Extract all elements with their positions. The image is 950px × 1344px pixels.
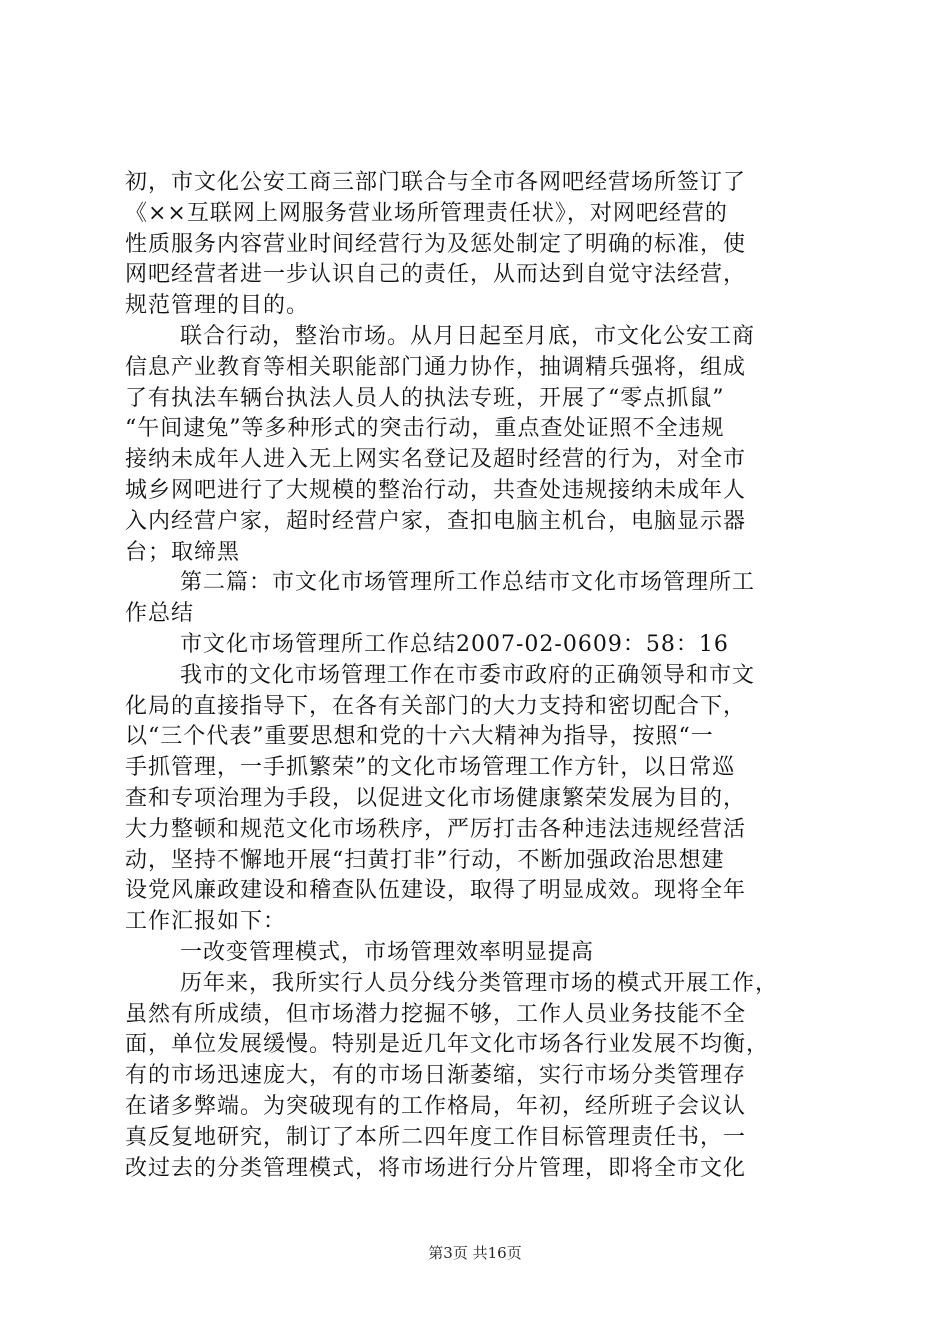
- text-line: 动，坚持不懈地开展“扫黄打非”行动，不断加强政治思想建: [125, 847, 725, 873]
- text-line: 查和专项治理为手段，以促进文化市场健康繁荣发展为目的，: [125, 785, 747, 811]
- text-line: 在诸多弊端。为突破现有的工作格局，年初，经所班子会议认: [125, 1093, 747, 1119]
- text-line: 规范管理的目的。: [125, 293, 310, 319]
- article-title-line: 市文化市场管理所工作总结2007-02-0609：58：16: [180, 631, 729, 657]
- text-line: 我市的文化市场管理工作在市委市政府的正确领导和市文: [180, 662, 756, 688]
- text-line: 有的市场迅速庞大，有的市场日渐萎缩，实行市场分类管理存: [125, 1063, 747, 1089]
- text-line: 《××互联网上网服务营业场所管理责任状》，对网吧经营的: [125, 200, 728, 226]
- subsection-heading: 一改变管理模式，市场管理效率明显提高: [180, 939, 595, 965]
- text-line: 面，单位发展缓慢。特别是近几年文化市场各行业发展不均衡，: [125, 1032, 770, 1058]
- text-line: 初，市文化公安工商三部门联合与全市各网吧经营场所签订了: [125, 170, 747, 195]
- text-line: 台；取缔黑: [125, 539, 241, 565]
- text-line: 信息产业教育等相关职能部门通力协作，抽调精兵强将，组成: [125, 354, 747, 380]
- text-line: 化局的直接指导下，在各有关部门的大力支持和密切配合下，: [125, 693, 747, 719]
- text-line: 接纳未成年人进入无上网实名登记及超时经营的行为，对全市: [125, 447, 747, 473]
- text-line: 设党风廉政建设和稽查队伍建设，取得了明显成效。现将全年: [125, 878, 747, 904]
- text-line: 手抓管理，一手抓繁荣”的文化市场管理工作方针，以日常巡: [125, 755, 736, 781]
- text-line: 城乡网吧进行了大规模的整治行动，共查处违规接纳未成年人: [125, 477, 747, 503]
- text-line: 改过去的分类管理模式，将市场进行分片管理，即将全市文化: [125, 1155, 747, 1181]
- section-heading: 第二篇：市文化市场管理所工作总结市文化市场管理所工: [180, 570, 756, 596]
- page-number-footer: 第3页 共16页: [428, 1244, 522, 1262]
- text-line: 作总结: [125, 601, 195, 627]
- text-line: 虽然有所成绩，但市场潜力挖掘不够，工作人员业务技能不全: [125, 1001, 747, 1027]
- text-line: 网吧经营者进一步认识自己的责任，从而达到自觉守法经营，: [125, 262, 747, 288]
- text-line: 大力整顿和规范文化市场秩序，严厉打击各种违法违规经营活: [125, 816, 747, 842]
- text-line: 入内经营户家，超时经营户家，查扣电脑主机台，电脑显示器: [125, 508, 747, 534]
- body-text: [125, 168, 835, 1184]
- text-line: 了有执法车辆台执法人员人的执法专班，开展了“零点抓鼠”: [125, 385, 725, 411]
- text-line: 性质服务内容营业时间经营行为及惩处制定了明确的标准，使: [125, 231, 747, 257]
- text-line: 以“三个代表”重要思想和党的十六大精神为指导，按照“一: [125, 724, 714, 750]
- text-line: “午间逮兔”等多种形式的突击行动，重点查处证照不全违规: [125, 416, 725, 442]
- text-line: 历年来，我所实行人员分线分类管理市场的模式开展工作，: [180, 970, 779, 996]
- text-line: 真反复地研究，制订了本所二四年度工作目标管理责任书，一: [125, 1124, 747, 1150]
- text-line: 工作汇报如下：: [125, 909, 287, 935]
- text-line: 联合行动，整治市场。从月日起至月底，市文化公安工商: [180, 323, 756, 349]
